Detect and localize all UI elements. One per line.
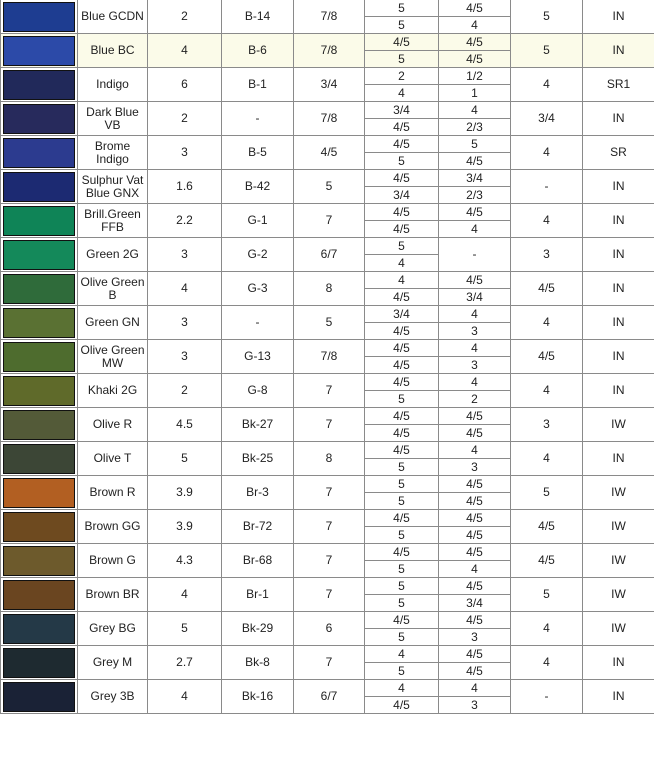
fastness-value: 4 [439, 340, 511, 357]
color-swatch [3, 206, 75, 236]
strength-value: 4.5 [148, 408, 222, 442]
dye-name: Green GN [78, 306, 148, 340]
strength-value: 4 [148, 578, 222, 612]
color-swatch [3, 376, 75, 406]
dye-name: Brill.Green FFB [78, 204, 148, 238]
dyeing-method: IW [583, 612, 654, 646]
rating-value: 4 [511, 374, 583, 408]
color-swatch-cell [1, 408, 78, 442]
strength-value: 4.3 [148, 544, 222, 578]
color-swatch-cell [1, 34, 78, 68]
rating-value: 4 [511, 646, 583, 680]
fastness-value: 4/5 [365, 170, 439, 187]
dye-name: Grey M [78, 646, 148, 680]
fastness-value: 4/5 [439, 476, 511, 493]
color-swatch-cell [1, 612, 78, 646]
color-swatch [3, 274, 75, 304]
fastness-value: 4/5 [365, 221, 439, 238]
table-row [1, 272, 654, 289]
rating-value: 4/5 [511, 544, 583, 578]
dyeing-method: SR [583, 136, 654, 170]
fastness-value: 2 [439, 391, 511, 408]
fastness-value: 4/5 [365, 697, 439, 714]
dyeing-method: IW [583, 476, 654, 510]
ci-number: G-3 [222, 272, 294, 306]
rating-value: 5 [511, 578, 583, 612]
color-swatch [3, 138, 75, 168]
dye-name: Brown G [78, 544, 148, 578]
fastness-value: 4 [365, 680, 439, 697]
table-row [1, 646, 654, 663]
fastness-value: 4 [365, 255, 439, 272]
fastness-value: 4 [439, 221, 511, 238]
strength-value: 6 [148, 68, 222, 102]
color-swatch-cell [1, 340, 78, 374]
color-swatch [3, 614, 75, 644]
dye-name: Olive Green B [78, 272, 148, 306]
color-swatch [3, 104, 75, 134]
fastness-value: 1 [439, 85, 511, 102]
light-fastness: 7 [294, 578, 365, 612]
light-fastness: 4/5 [294, 136, 365, 170]
ci-number: Br-1 [222, 578, 294, 612]
fastness-value: 2 [365, 68, 439, 85]
fastness-value: 5 [365, 476, 439, 493]
dyeing-method: SR1 [583, 68, 654, 102]
dyeing-method: IN [583, 374, 654, 408]
dyeing-method: IN [583, 34, 654, 68]
light-fastness: 7 [294, 544, 365, 578]
ci-number: B-6 [222, 34, 294, 68]
color-swatch-cell [1, 442, 78, 476]
rating-value: 4/5 [511, 340, 583, 374]
rating-value: 4 [511, 136, 583, 170]
dyeing-method: IN [583, 442, 654, 476]
fastness-value: 5 [365, 595, 439, 612]
ci-number: Bk-25 [222, 442, 294, 476]
table-row [1, 476, 654, 493]
color-swatch-cell [1, 374, 78, 408]
dye-name: Brown BR [78, 578, 148, 612]
fastness-value: 5 [365, 578, 439, 595]
light-fastness: 6 [294, 612, 365, 646]
table-body [1, 0, 654, 714]
dye-name: Olive Green MW [78, 340, 148, 374]
dyeing-method: IW [583, 510, 654, 544]
color-swatch-cell [1, 510, 78, 544]
fastness-value: 4/5 [439, 493, 511, 510]
fastness-value: 5 [365, 527, 439, 544]
fastness-value: 3/4 [439, 289, 511, 306]
fastness-value: 4/5 [365, 357, 439, 374]
color-swatch-cell [1, 306, 78, 340]
ci-number: Bk-8 [222, 646, 294, 680]
fastness-value: 4/5 [365, 136, 439, 153]
table-row [1, 578, 654, 595]
strength-value: 5 [148, 612, 222, 646]
rating-value: 4 [511, 612, 583, 646]
fastness-value: - [439, 238, 511, 272]
dye-name: Grey BG [78, 612, 148, 646]
dyeing-method: IN [583, 680, 654, 714]
fastness-value: 3/4 [365, 306, 439, 323]
fastness-value: 4/5 [365, 408, 439, 425]
fastness-value: 5 [439, 136, 511, 153]
fastness-value: 5 [365, 629, 439, 646]
dye-name: Olive T [78, 442, 148, 476]
dye-name: Green 2G [78, 238, 148, 272]
fastness-value: 5 [365, 663, 439, 680]
fastness-value: 5 [365, 459, 439, 476]
ci-number: G-13 [222, 340, 294, 374]
color-swatch [3, 36, 75, 66]
fastness-value: 4/5 [365, 340, 439, 357]
fastness-value: 4/5 [439, 510, 511, 527]
strength-value: 3.9 [148, 510, 222, 544]
light-fastness: 7/8 [294, 340, 365, 374]
light-fastness: 7 [294, 408, 365, 442]
light-fastness: 5 [294, 306, 365, 340]
strength-value: 4 [148, 34, 222, 68]
fastness-value: 5 [365, 17, 439, 34]
fastness-value: 5 [365, 238, 439, 255]
fastness-value: 4 [439, 561, 511, 578]
fastness-value: 5 [365, 0, 439, 17]
table-row [1, 510, 654, 527]
table-row [1, 544, 654, 561]
color-swatch-cell [1, 646, 78, 680]
dye-name: Olive R [78, 408, 148, 442]
rating-value: - [511, 680, 583, 714]
color-swatch [3, 342, 75, 372]
fastness-value: 4/5 [365, 544, 439, 561]
fastness-value: 4/5 [365, 425, 439, 442]
color-swatch-cell [1, 170, 78, 204]
color-swatch-cell [1, 68, 78, 102]
fastness-value: 3 [439, 629, 511, 646]
fastness-value: 4 [439, 306, 511, 323]
ci-number: G-1 [222, 204, 294, 238]
color-swatch [3, 308, 75, 338]
light-fastness: 3/4 [294, 68, 365, 102]
color-swatch-cell [1, 578, 78, 612]
ci-number: G-2 [222, 238, 294, 272]
dye-name: Sulphur Vat Blue GNX [78, 170, 148, 204]
strength-value: 3 [148, 136, 222, 170]
color-swatch [3, 444, 75, 474]
table-row [1, 68, 654, 85]
ci-number: Br-72 [222, 510, 294, 544]
strength-value: 3.9 [148, 476, 222, 510]
light-fastness: 7/8 [294, 0, 365, 34]
fastness-value: 5 [365, 51, 439, 68]
rating-value: 3/4 [511, 102, 583, 136]
table-row [1, 0, 654, 17]
table-row [1, 612, 654, 629]
fastness-value: 3/4 [365, 102, 439, 119]
fastness-value: 3/4 [439, 170, 511, 187]
fastness-value: 5 [365, 153, 439, 170]
color-swatch [3, 580, 75, 610]
color-swatch-cell [1, 0, 78, 34]
color-swatch-cell [1, 238, 78, 272]
dye-name: Khaki 2G [78, 374, 148, 408]
light-fastness: 7 [294, 510, 365, 544]
color-swatch-cell [1, 544, 78, 578]
strength-value: 1.6 [148, 170, 222, 204]
fastness-value: 3 [439, 357, 511, 374]
fastness-value: 4/5 [439, 544, 511, 561]
dye-name: Blue BC [78, 34, 148, 68]
ci-number: - [222, 102, 294, 136]
fastness-value: 4 [439, 374, 511, 391]
dye-name: Brown R [78, 476, 148, 510]
table-row [1, 442, 654, 459]
ci-number: Br-3 [222, 476, 294, 510]
fastness-value: 4/5 [439, 153, 511, 170]
rating-value: 4 [511, 68, 583, 102]
ci-number: B-5 [222, 136, 294, 170]
light-fastness: 6/7 [294, 680, 365, 714]
fastness-value: 4/5 [439, 612, 511, 629]
dyeing-method: IN [583, 646, 654, 680]
fastness-value: 4/5 [365, 374, 439, 391]
dye-name: Brome Indigo [78, 136, 148, 170]
rating-value: 5 [511, 34, 583, 68]
fastness-value: 2/3 [439, 187, 511, 204]
fastness-value: 3 [439, 697, 511, 714]
table-row [1, 136, 654, 153]
fastness-value: 4/5 [365, 289, 439, 306]
rating-value: 4/5 [511, 272, 583, 306]
color-swatch [3, 682, 75, 712]
fastness-value: 1/2 [439, 68, 511, 85]
color-swatch-cell [1, 680, 78, 714]
fastness-value: 4/5 [365, 442, 439, 459]
dyeing-method: IN [583, 102, 654, 136]
fastness-value: 4/5 [439, 204, 511, 221]
rating-value: 3 [511, 238, 583, 272]
dyeing-method: IN [583, 340, 654, 374]
dyeing-method: IW [583, 578, 654, 612]
fastness-value: 4/5 [439, 51, 511, 68]
strength-value: 2 [148, 374, 222, 408]
strength-value: 3 [148, 238, 222, 272]
table-row [1, 374, 654, 391]
ci-number: G-8 [222, 374, 294, 408]
light-fastness: 7/8 [294, 102, 365, 136]
dyeing-method: IW [583, 408, 654, 442]
color-swatch [3, 2, 75, 32]
color-swatch [3, 478, 75, 508]
color-swatch [3, 512, 75, 542]
fastness-value: 4/5 [365, 510, 439, 527]
fastness-value: 4/5 [365, 323, 439, 340]
dye-name: Grey 3B [78, 680, 148, 714]
dye-name: Dark Blue VB [78, 102, 148, 136]
fastness-value: 4/5 [439, 0, 511, 17]
table-row [1, 306, 654, 323]
color-swatch-cell [1, 476, 78, 510]
strength-value: 2.2 [148, 204, 222, 238]
table-row [1, 34, 654, 51]
color-swatch [3, 648, 75, 678]
rating-value: 5 [511, 0, 583, 34]
color-swatch [3, 172, 75, 202]
dyeing-method: IW [583, 544, 654, 578]
dyeing-method: IN [583, 0, 654, 34]
strength-value: 3 [148, 306, 222, 340]
color-swatch [3, 70, 75, 100]
dyeing-method: IN [583, 272, 654, 306]
color-swatch-cell [1, 204, 78, 238]
ci-number: - [222, 306, 294, 340]
color-swatch [3, 410, 75, 440]
fastness-value: 4 [365, 272, 439, 289]
rating-value: 4 [511, 306, 583, 340]
ci-number: Bk-16 [222, 680, 294, 714]
strength-value: 2.7 [148, 646, 222, 680]
dye-name: Blue GCDN [78, 0, 148, 34]
dyeing-method: IN [583, 306, 654, 340]
fastness-value: 5 [365, 493, 439, 510]
dyeing-method: IN [583, 170, 654, 204]
fastness-value: 4 [439, 102, 511, 119]
fastness-value: 3 [439, 323, 511, 340]
ci-number: B-14 [222, 0, 294, 34]
table-row [1, 340, 654, 357]
fastness-value: 4 [365, 646, 439, 663]
rating-value: 3 [511, 408, 583, 442]
table-row [1, 204, 654, 221]
strength-value: 4 [148, 272, 222, 306]
color-swatch [3, 240, 75, 270]
light-fastness: 7 [294, 374, 365, 408]
fastness-value: 4/5 [439, 272, 511, 289]
fastness-value: 4/5 [439, 34, 511, 51]
light-fastness: 8 [294, 442, 365, 476]
table-row [1, 102, 654, 119]
dyeing-method: IN [583, 238, 654, 272]
strength-value: 4 [148, 680, 222, 714]
rating-value: 4 [511, 442, 583, 476]
color-swatch-cell [1, 136, 78, 170]
ci-number: B-42 [222, 170, 294, 204]
strength-value: 3 [148, 340, 222, 374]
fastness-value: 5 [365, 391, 439, 408]
light-fastness: 8 [294, 272, 365, 306]
fastness-value: 4/5 [365, 612, 439, 629]
fastness-value: 4/5 [439, 578, 511, 595]
dye-name: Brown GG [78, 510, 148, 544]
rating-value: 4/5 [511, 510, 583, 544]
fastness-value: 4/5 [365, 34, 439, 51]
light-fastness: 7 [294, 646, 365, 680]
fastness-value: 4/5 [439, 646, 511, 663]
strength-value: 5 [148, 442, 222, 476]
fastness-value: 4 [439, 442, 511, 459]
color-swatch-cell [1, 102, 78, 136]
fastness-value: 4/5 [439, 663, 511, 680]
color-swatch-cell [1, 272, 78, 306]
strength-value: 2 [148, 0, 222, 34]
light-fastness: 5 [294, 170, 365, 204]
fastness-value: 3/4 [439, 595, 511, 612]
light-fastness: 7 [294, 204, 365, 238]
fastness-value: 5 [365, 561, 439, 578]
fastness-value: 3/4 [365, 187, 439, 204]
fastness-value: 4/5 [365, 204, 439, 221]
ci-number: Bk-27 [222, 408, 294, 442]
table-row [1, 408, 654, 425]
fastness-value: 3 [439, 459, 511, 476]
fastness-value: 4/5 [439, 527, 511, 544]
rating-value: 4 [511, 204, 583, 238]
fastness-value: 4 [365, 85, 439, 102]
ci-number: Br-68 [222, 544, 294, 578]
strength-value: 2 [148, 102, 222, 136]
light-fastness: 7 [294, 476, 365, 510]
table-row [1, 170, 654, 187]
fastness-value: 4/5 [365, 119, 439, 136]
fastness-value: 4/5 [439, 425, 511, 442]
dye-name: Indigo [78, 68, 148, 102]
ci-number: B-1 [222, 68, 294, 102]
fastness-value: 4 [439, 17, 511, 34]
rating-value: 5 [511, 476, 583, 510]
fastness-value: 4 [439, 680, 511, 697]
ci-number: Bk-29 [222, 612, 294, 646]
fastness-value: 4/5 [439, 408, 511, 425]
light-fastness: 6/7 [294, 238, 365, 272]
light-fastness: 7/8 [294, 34, 365, 68]
table-row [1, 238, 654, 255]
color-swatch [3, 546, 75, 576]
table-row [1, 680, 654, 697]
rating-value: - [511, 170, 583, 204]
fastness-value: 2/3 [439, 119, 511, 136]
dyeing-method: IN [583, 204, 654, 238]
